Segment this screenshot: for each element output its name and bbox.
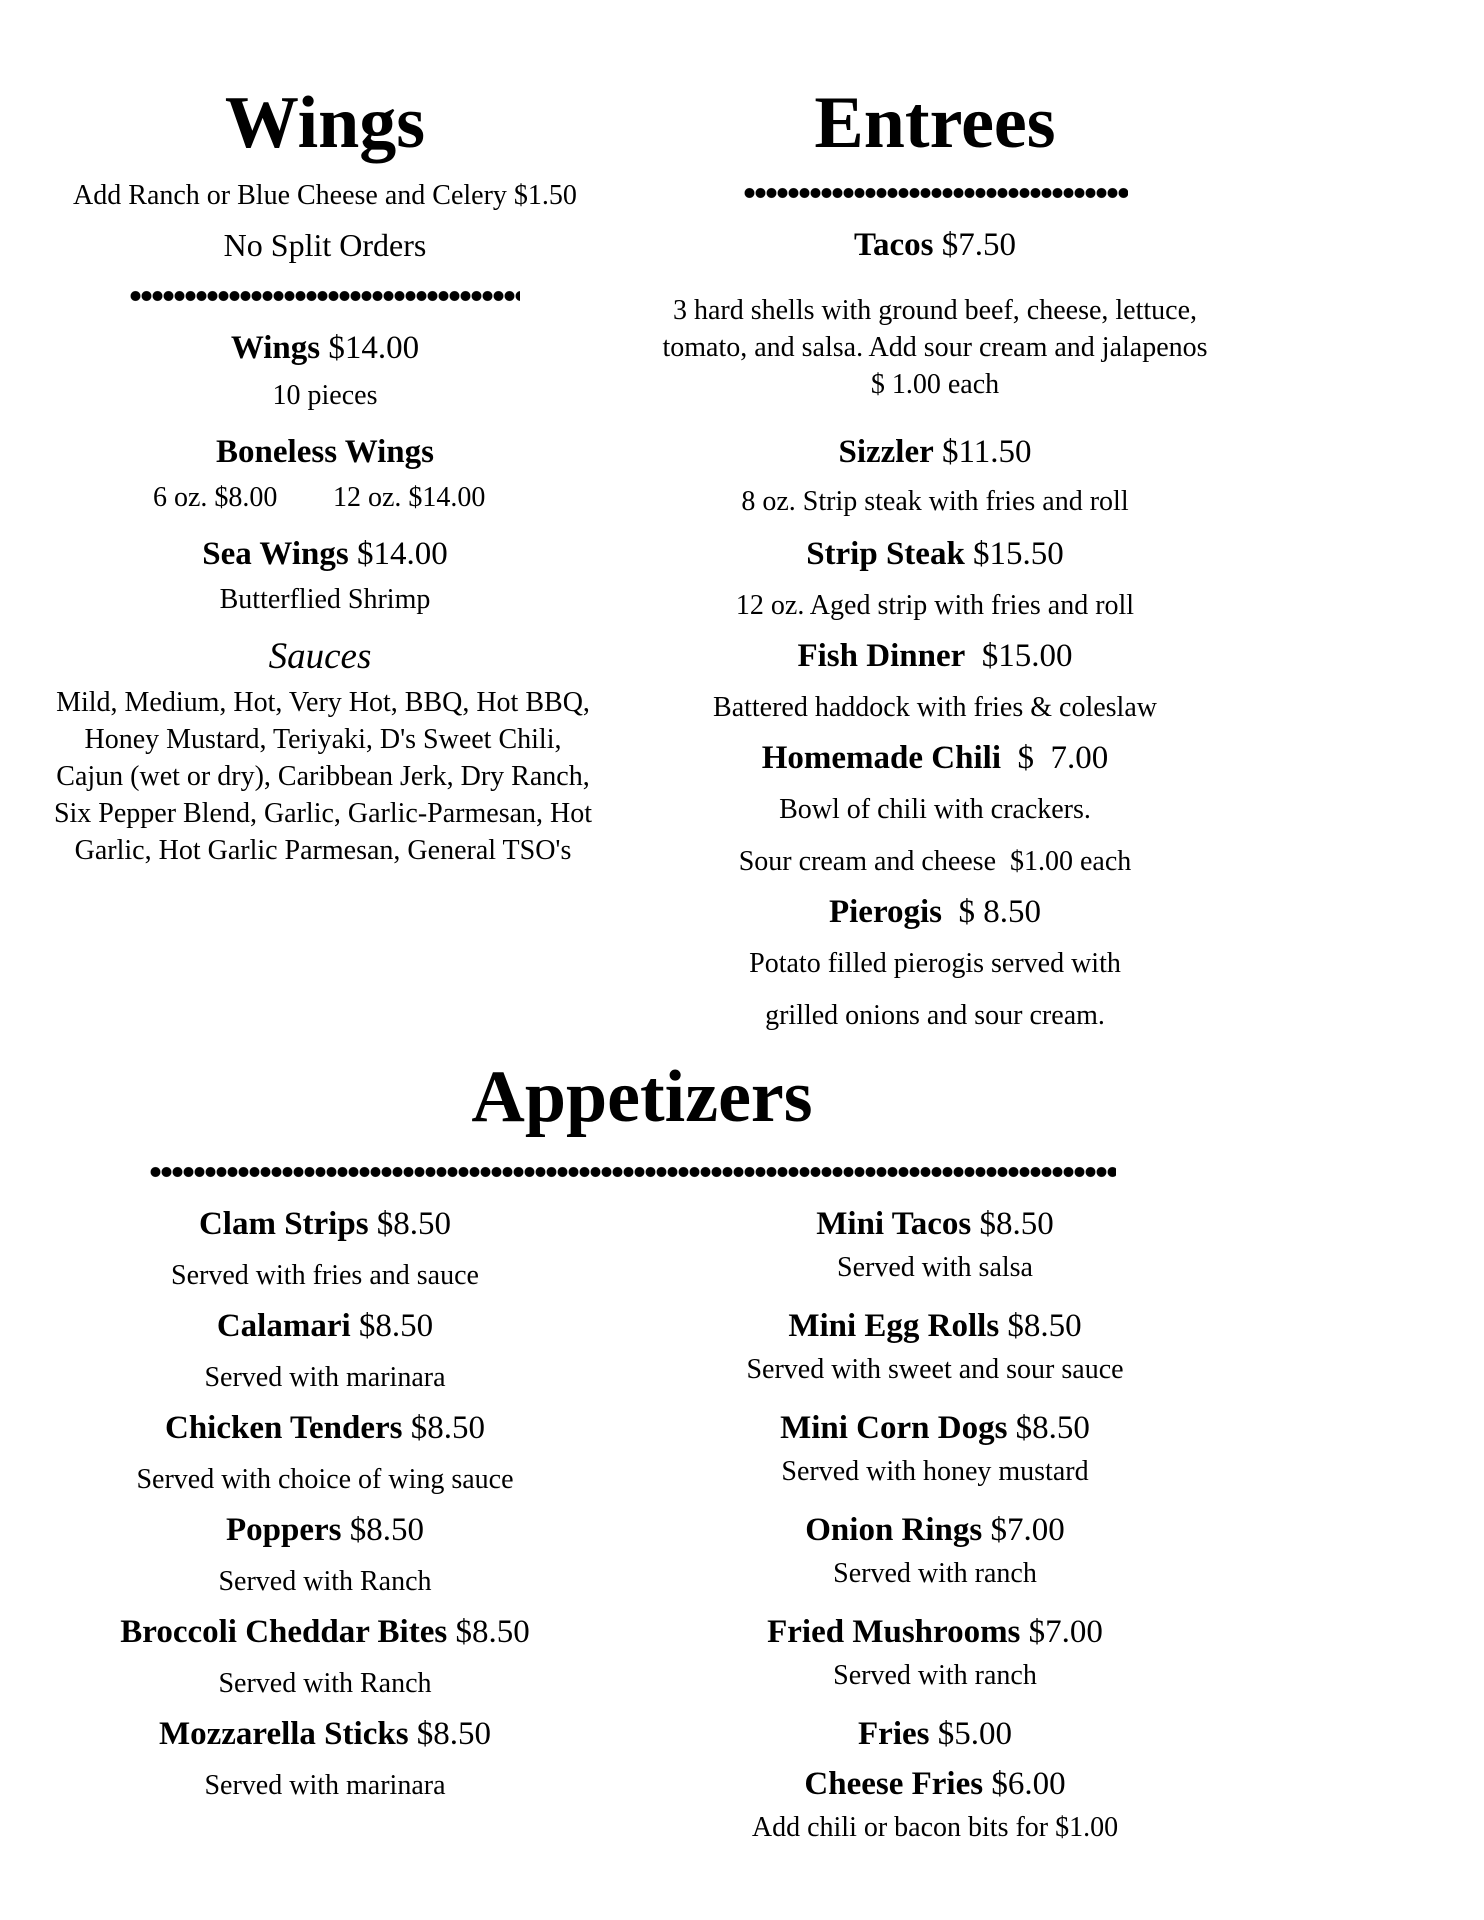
menu-item-clam-strips xyxy=(25,1206,625,1244)
item-name: Broccoli Cheddar Bites xyxy=(120,1614,448,1650)
item-name: Mozzarella Sticks xyxy=(158,1716,409,1752)
item-price: $14.00 xyxy=(356,536,448,572)
item-name: Homemade Chili xyxy=(761,740,1001,776)
item-price: $8.50 xyxy=(416,1716,492,1752)
item-name: Cheese Fries xyxy=(804,1766,984,1802)
item-desc: Served with marinara xyxy=(204,1770,446,1801)
menu-item-homemade-chili xyxy=(635,740,1235,778)
sauces-list: Mild, Medium, Hot, Very Hot, BBQ, Hot BBQ, Honey Mustard, Teriyaki, D's Sweet Chili, Cajun (wet or dry), Caribbean Jerk, Dry Ranch, Six Pepper Blend, Garlic, Garlic-Parmesan, Hot Garlic, Hot Garlic Parmesan, General TSO's xyxy=(53,687,593,866)
item-name: Onion Rings xyxy=(805,1512,983,1548)
item-name: Sizzler xyxy=(838,434,934,470)
appetizers-title: Appetizers xyxy=(471,1056,813,1138)
wings-title: Wings xyxy=(224,82,426,164)
menu-item-sea-wings xyxy=(25,536,625,574)
item-desc: Served with fries and sauce xyxy=(171,1260,479,1291)
menu-item-fish-dinner xyxy=(635,638,1235,676)
item-price: $ 8.50 xyxy=(958,894,1042,930)
item-price: $7.00 xyxy=(990,1512,1065,1548)
item-desc: Battered haddock with fries & coleslaw xyxy=(713,692,1157,723)
appetizers-divider xyxy=(150,1166,1116,1178)
item-desc: Potato filled pierogis served with xyxy=(749,948,1121,979)
item-desc: Served with ranch xyxy=(833,1558,1037,1589)
item-desc: Served with Ranch xyxy=(218,1668,432,1699)
item-desc: Served with ranch xyxy=(833,1660,1037,1691)
item-price: $15.50 xyxy=(973,536,1064,572)
item-name: Mini Tacos xyxy=(816,1206,972,1242)
boneless-12oz-price: 12 oz. $14.00 xyxy=(333,482,486,513)
item-desc-2: grilled onions and sour cream. xyxy=(765,1000,1105,1031)
item-price: $11.50 xyxy=(942,434,1032,470)
item-name: Mini Corn Dogs xyxy=(780,1410,1008,1446)
item-name: Poppers xyxy=(226,1512,342,1548)
menu-item-calamari xyxy=(25,1308,625,1346)
item-name: Clam Strips xyxy=(198,1206,369,1242)
menu-item-broccoli-cheddar-bites xyxy=(25,1614,625,1652)
item-price: $8.50 xyxy=(349,1512,424,1548)
menu-item-chicken-tenders xyxy=(25,1410,625,1448)
item-name: Pierogis xyxy=(828,894,943,930)
item-price: $7.50 xyxy=(941,227,1016,263)
item-name: Fries xyxy=(858,1716,930,1752)
boneless-6oz-price: 6 oz. $8.00 xyxy=(153,482,278,513)
item-name: Wings xyxy=(230,330,321,366)
item-desc: Served with honey mustard xyxy=(781,1456,1089,1487)
item-price: $15.00 xyxy=(981,638,1073,674)
item-desc: Served with sweet and sour sauce xyxy=(746,1354,1124,1385)
menu-item-wings xyxy=(25,330,625,368)
menu-item-strip-steak xyxy=(635,536,1235,574)
sauces-title: Sauces xyxy=(268,636,372,677)
item-desc: Bowl of chili with crackers. xyxy=(779,794,1091,825)
item-name: Fish Dinner xyxy=(797,638,966,674)
item-desc: Add chili or bacon bits for $1.00 xyxy=(751,1812,1119,1843)
item-name: Mini Egg Rolls xyxy=(788,1308,1000,1344)
item-price: $ 7.00 xyxy=(1017,740,1109,776)
item-price: $8.50 xyxy=(1015,1410,1090,1446)
wings-divider xyxy=(130,290,520,302)
menu-item-fried-mushrooms xyxy=(635,1614,1235,1652)
menu-item-mozzarella-sticks xyxy=(25,1716,625,1754)
entrees-title: Entrees xyxy=(814,82,1056,164)
item-price: $8.50 xyxy=(376,1206,452,1242)
item-name: Calamari xyxy=(216,1308,351,1344)
menu-item-poppers xyxy=(25,1512,625,1550)
menu-item-fries xyxy=(635,1716,1235,1754)
entrees-divider xyxy=(744,187,1128,199)
item-price: $8.50 xyxy=(979,1206,1054,1242)
menu-item-onion-rings xyxy=(635,1512,1235,1550)
menu-item-mini-egg-rolls xyxy=(635,1308,1235,1346)
item-price: $6.00 xyxy=(991,1766,1066,1802)
item-price: $7.00 xyxy=(1028,1614,1103,1650)
item-price: $8.50 xyxy=(358,1308,434,1344)
menu-item-sizzler xyxy=(635,434,1235,472)
item-name: Tacos xyxy=(854,227,934,263)
menu-item-boneless-wings xyxy=(25,434,625,472)
item-name: Boneless Wings xyxy=(216,434,434,470)
wings-note: Add Ranch or Blue Cheese and Celery $1.50 xyxy=(73,180,577,211)
item-price: $8.50 xyxy=(410,1410,485,1446)
item-price: $5.00 xyxy=(937,1716,1012,1752)
item-name: Strip Steak xyxy=(806,536,965,572)
menu-item-cheese-fries xyxy=(635,1766,1235,1804)
item-desc: Served with marinara xyxy=(204,1362,446,1393)
menu-item-mini-corn-dogs xyxy=(635,1410,1235,1448)
item-desc: 3 hard shells with ground beef, cheese, lettuce, tomato, and salsa. Add sour cream and jalapenos $ 1.00 each xyxy=(662,295,1208,400)
menu-item-mini-tacos xyxy=(635,1206,1235,1244)
no-split-orders: No Split Orders xyxy=(223,227,427,263)
item-desc: Butterflied Shrimp xyxy=(219,584,431,615)
item-name: Chicken Tenders xyxy=(165,1410,403,1446)
item-price: $14.00 xyxy=(328,330,420,366)
item-desc-2: Sour cream and cheese $1.00 each xyxy=(738,846,1132,877)
item-price: $8.50 xyxy=(455,1614,530,1650)
item-price: $8.50 xyxy=(1007,1308,1082,1344)
menu-item-tacos xyxy=(635,227,1235,265)
item-desc: Served with choice of wing sauce xyxy=(136,1464,514,1495)
item-desc: 12 oz. Aged strip with fries and roll xyxy=(735,590,1135,621)
item-desc: Served with salsa xyxy=(837,1252,1033,1283)
item-desc: 10 pieces xyxy=(272,380,378,411)
item-name: Fried Mushrooms xyxy=(767,1614,1021,1650)
menu-item-pierogis xyxy=(635,894,1235,932)
item-name: Sea Wings xyxy=(202,536,349,572)
item-desc: 8 oz. Strip steak with fries and roll xyxy=(741,486,1129,517)
item-desc: Served with Ranch xyxy=(218,1566,432,1597)
